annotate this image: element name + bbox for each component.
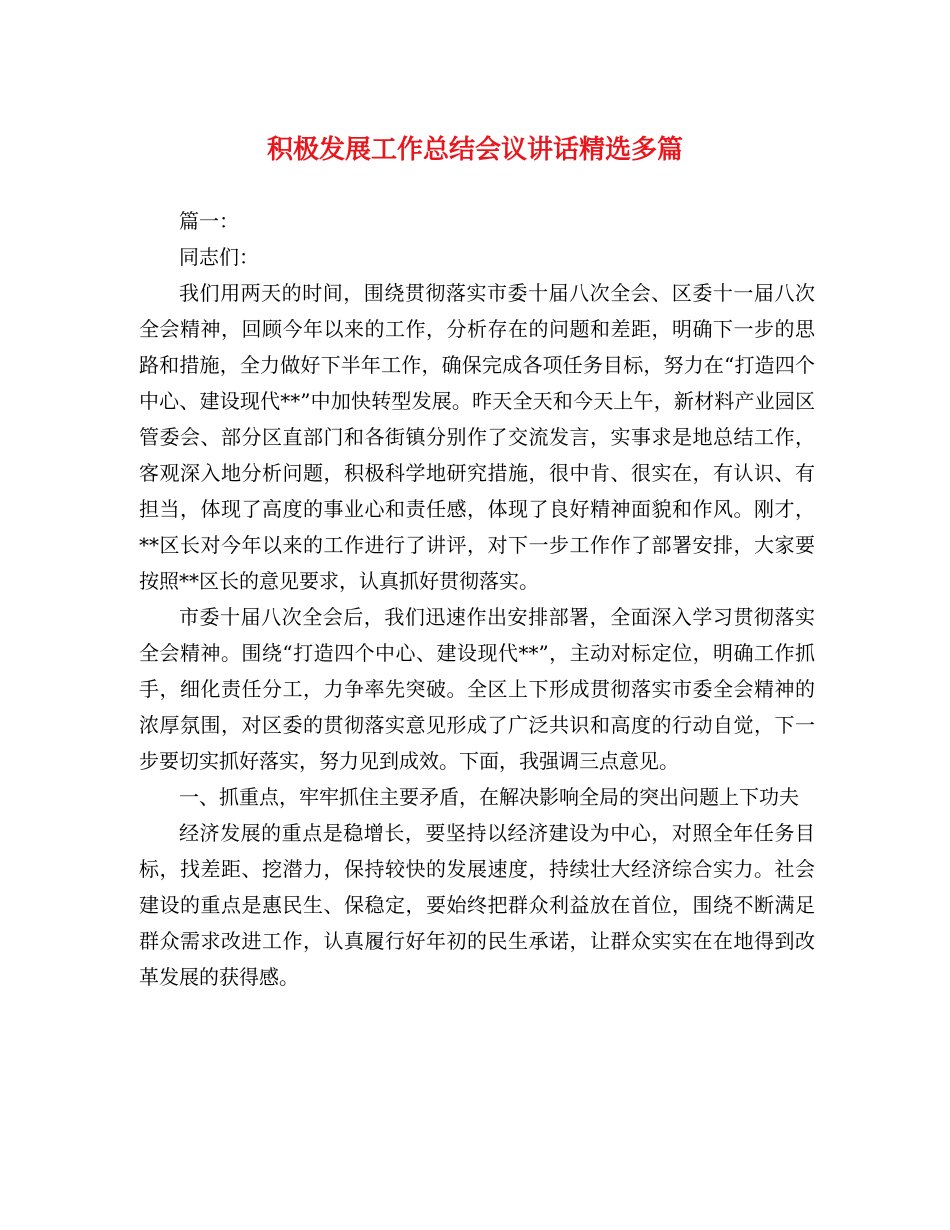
section-heading-one: 一、抓重点，牢牢抓住主要矛盾，在解决影响全局的突出问题上下功夫 [179, 785, 799, 809]
salutation: 同志们： [179, 245, 259, 269]
paragraph-economy: 经济发展的重点是稳增长，要坚持以经济建设为中心，对照全年任务目标，找差距、挖潜力，保持较快的发展速度，持续壮大经济综合实力。社会建设的重点是惠民生、保稳定，要始终把群众利益放在首位，围绕不断满足群众需求改进工作，认真履行好年初的民生承诺，让群众实实在在地得到改革发展的获得感。 [139, 821, 815, 989]
document-title: 积极发展工作总结会议讲话精选多篇 [266, 135, 683, 165]
section-heading-part-one: 篇一： [179, 209, 239, 233]
paragraph-plenary: 市委十届八次全会后，我们迅速作出安排部署，全面深入学习贯彻落实全会精神。围绕“打造四个中心、建设现代**”，主动对标定位，明确工作抓手，细化责任分工，力争率先突破。全区上下形成贯彻落实市委全会精神的浓厚氛围，对区委的贯彻落实意见形成了广泛共识和高度的行动自觉，下一步要切实抓好落实，努力见到成效。下面，我强调三点意见。 [139, 605, 815, 773]
paragraph-intro: 我们用两天的时间，围绕贯彻落实市委十届八次全会、区委十一届八次全会精神，回顾今年以来的工作，分析存在的问题和差距，明确下一步的思路和措施，全力做好下半年工作，确保完成各项任务目标，努力在“打造四个中心、建设现代**”中加快转型发展。昨天全天和今天上午，新材料产业园区管委会、部分区直部门和各街镇分别作了交流发言，实事求是地总结工作，客观深入地分析问题，积极科学地研究措施，很中肯、很实在，有认识、有担当，体现了高度的事业心和责任感，体现了良好精神面貌和作风。刚才，**区长对今年以来的工作进行了讲评，对下一步工作作了部署安排，大家要按照**区长的意见要求，认真抓好贯彻落实。 [139, 281, 815, 593]
document-body [139, 203, 815, 995]
